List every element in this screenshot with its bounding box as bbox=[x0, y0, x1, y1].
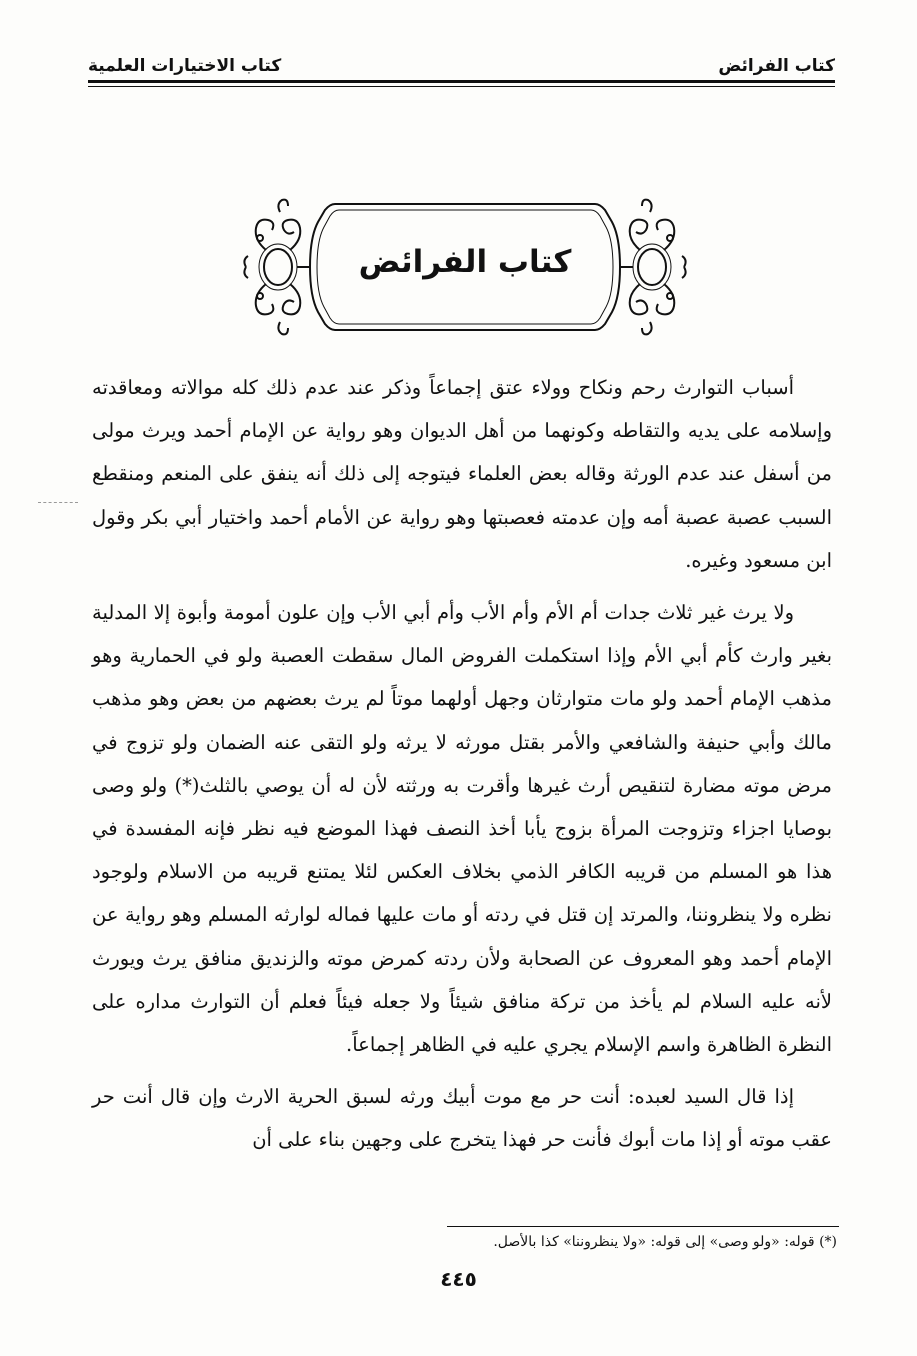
header-book-title: كتاب الاختيارات العلمية bbox=[88, 56, 282, 76]
running-header bbox=[88, 40, 835, 76]
margin-mark bbox=[38, 502, 78, 504]
footnote: (*) قوله: «ولو وصى» إلى قوله: «ولا ينظروننا» كذا بالأصل. bbox=[493, 1234, 837, 1250]
paragraph-1: أسباب التوارث رحم ونكاح وولاء عتق إجماعاً وذكر عند عدم ذلك كله موالاته ومعاقدته وإسلامه على يديه والتقاطه وكونهما من أهل الديوان وهو رواية عن الإمام أحمد ويرث مولى من أسفل عند عدم الورثة وقاله بعض العلماء فيتوجه إلى ذلك أنه ينفق على المنعم ومنقطع السبب عصبة عصبة أمه وإن عدمته فعصبتها وهو رواية عن الأمام أحمد واختيار أبي بكر وقول ابن مسعود وغيره. bbox=[92, 376, 832, 572]
header-rule-thin bbox=[88, 86, 835, 87]
chapter-title-frame bbox=[240, 192, 690, 342]
footnote-rule bbox=[447, 1226, 839, 1227]
page-number: ٤٤٥ bbox=[440, 1267, 477, 1291]
header-rule bbox=[88, 80, 835, 83]
chapter-title: كتاب الفرائض bbox=[358, 244, 572, 280]
header-section-title: كتاب الفرائض bbox=[718, 56, 835, 76]
paragraph-3: إذا قال السيد لعبده: أنت حر مع موت أبيك ورثه لسبق الحرية الارث وإن قال أنت حر عقب موته أو إذا مات أبوك فأنت حر فهذا يتخرج على وجهين بناء على أن bbox=[92, 1085, 832, 1152]
body-text bbox=[92, 366, 832, 1171]
paragraph-2: ولا يرث غير ثلاث جدات أم الأم وأم الأب وأم أبي الأب وإن علون أمومة وأبوة إلا المدلية بغير وارث كأم أبي الأم وإذا استكملت الفروض المال سقطت العصبة ولو في الحمارية وهو مذهب الإمام أحمد ولو مات متوارثان وجهل أولهما موتاً لم يرث بعضهم من بعض وهو مذهب مالك وأبي حنيفة والشافعي والأمر بقتل مورثه لا يرثه ولو التقى عنه الضمان ولو تزوج في مرض موته مضارة لتنقيص أرث غيرها وأقرت به ورثته لأن له أن يوصي بالثلث(*) ولو وصى بوصايا اجزاء وتزوجت المرأة بزوج يأبا أخذ النصف فهذا الموضع فيه نظر فإنه المفسدة في هذا هو المسلم من قريبه الكافر الذمي بخلاف العكس لئلا يمتنع قريبه من الاسلام ولوجود نظره ولا ينظروننا، والمرتد إن قتل في ردته أو مات عليها فماله لوارثه المسلم وهو رواية عن الإمام أحمد وهو المعروف عن الصحابة ولأن ردته كمرض موته والزنديق منافق يرث ويورث لأنه عليه السلام لم يأخذ من تركة منافق شيئاً ولا جعله فيئاً فعلم أن التوارث مداره على النظرة الظاهرة واسم الإسلام يجري عليه في الظاهر إجماعاً. bbox=[92, 601, 832, 1057]
